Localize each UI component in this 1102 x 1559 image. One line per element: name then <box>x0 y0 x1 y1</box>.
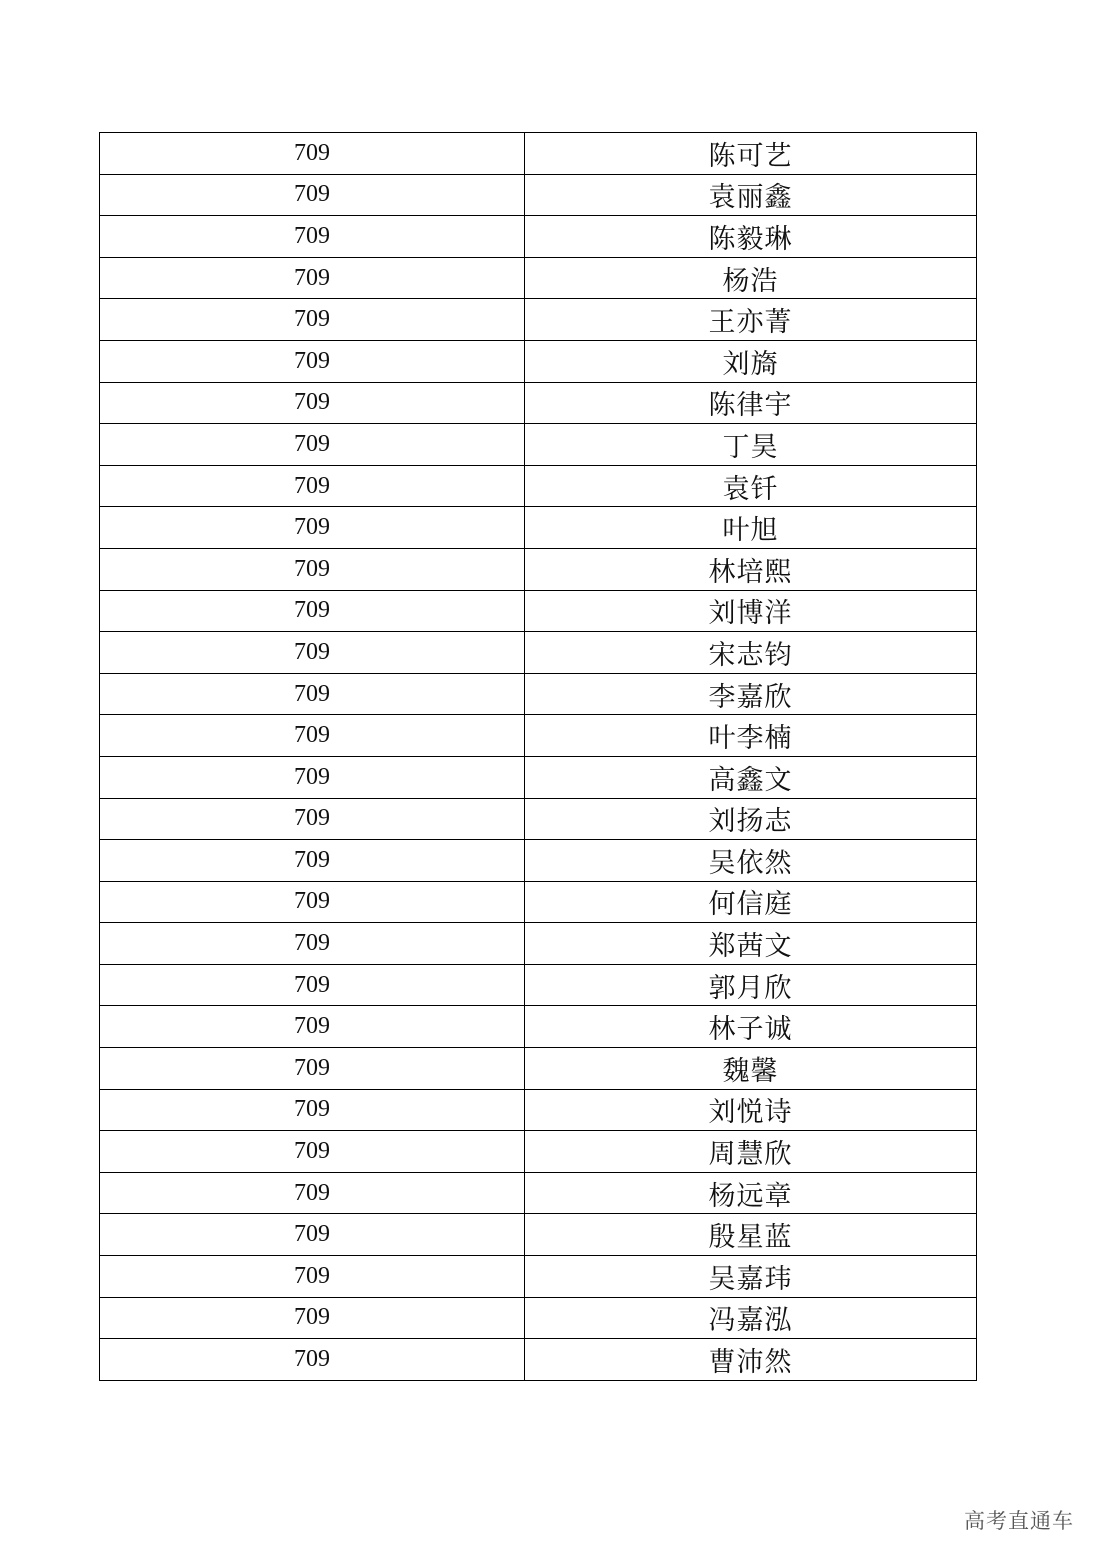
table-row <box>100 133 977 175</box>
table-row <box>100 964 977 1006</box>
score-name-table <box>99 132 977 1381</box>
name-cell: 冯嘉泓 <box>525 1297 977 1339</box>
name-cell: 吴嘉玮 <box>525 1256 977 1298</box>
table-row <box>100 1089 977 1131</box>
table-row <box>100 507 977 549</box>
name-cell: 高鑫文 <box>525 756 977 798</box>
score-cell: 709 <box>100 299 525 341</box>
score-cell: 709 <box>100 507 525 549</box>
name-cell: 李嘉欣 <box>525 673 977 715</box>
name-cell: 殷星蓝 <box>525 1214 977 1256</box>
name-cell: 刘旖 <box>525 340 977 382</box>
table-row <box>100 216 977 258</box>
name-cell: 杨浩 <box>525 257 977 299</box>
table-row <box>100 756 977 798</box>
name-cell: 刘悦诗 <box>525 1089 977 1131</box>
name-cell: 陈毅琳 <box>525 216 977 258</box>
score-cell: 709 <box>100 673 525 715</box>
score-cell: 709 <box>100 1131 525 1173</box>
table-row <box>100 798 977 840</box>
name-cell: 郑茜文 <box>525 923 977 965</box>
score-cell: 709 <box>100 133 525 175</box>
name-cell: 丁昊 <box>525 424 977 466</box>
score-cell: 709 <box>100 1172 525 1214</box>
name-cell: 陈可艺 <box>525 133 977 175</box>
name-cell: 叶旭 <box>525 507 977 549</box>
name-cell: 何信庭 <box>525 881 977 923</box>
score-cell: 709 <box>100 590 525 632</box>
watermark-text: 高考直通车 <box>964 1509 1074 1533</box>
table-row <box>100 465 977 507</box>
score-cell: 709 <box>100 1048 525 1090</box>
name-cell: 宋志钧 <box>525 632 977 674</box>
name-cell: 郭月欣 <box>525 964 977 1006</box>
name-cell: 吴依然 <box>525 840 977 882</box>
score-cell: 709 <box>100 964 525 1006</box>
score-cell: 709 <box>100 1339 525 1381</box>
score-cell: 709 <box>100 756 525 798</box>
table-row <box>100 590 977 632</box>
score-cell: 709 <box>100 382 525 424</box>
name-cell: 刘扬志 <box>525 798 977 840</box>
score-cell: 709 <box>100 632 525 674</box>
name-cell: 袁钎 <box>525 465 977 507</box>
name-cell: 周慧欣 <box>525 1131 977 1173</box>
score-cell: 709 <box>100 1089 525 1131</box>
score-cell: 709 <box>100 424 525 466</box>
name-cell: 叶李楠 <box>525 715 977 757</box>
table-row <box>100 632 977 674</box>
table-row <box>100 424 977 466</box>
table-row <box>100 923 977 965</box>
score-cell: 709 <box>100 1256 525 1298</box>
score-cell: 709 <box>100 715 525 757</box>
table-row <box>100 340 977 382</box>
score-cell: 709 <box>100 257 525 299</box>
score-cell: 709 <box>100 1214 525 1256</box>
score-cell: 709 <box>100 1006 525 1048</box>
score-cell: 709 <box>100 1297 525 1339</box>
score-cell: 709 <box>100 174 525 216</box>
table-row <box>100 548 977 590</box>
table-row <box>100 1172 977 1214</box>
name-cell: 林培熙 <box>525 548 977 590</box>
name-cell: 杨远章 <box>525 1172 977 1214</box>
table-body <box>100 133 977 1381</box>
score-cell: 709 <box>100 881 525 923</box>
score-cell: 709 <box>100 798 525 840</box>
table-row <box>100 840 977 882</box>
score-cell: 709 <box>100 340 525 382</box>
name-cell: 刘博洋 <box>525 590 977 632</box>
table-row <box>100 257 977 299</box>
table-row <box>100 174 977 216</box>
score-cell: 709 <box>100 548 525 590</box>
score-cell: 709 <box>100 923 525 965</box>
table-row <box>100 881 977 923</box>
table-row <box>100 1214 977 1256</box>
table-row <box>100 1006 977 1048</box>
table-row <box>100 1256 977 1298</box>
name-cell: 袁丽鑫 <box>525 174 977 216</box>
table-row <box>100 1048 977 1090</box>
table-row <box>100 673 977 715</box>
table-row <box>100 1131 977 1173</box>
table-row <box>100 299 977 341</box>
table-row <box>100 1339 977 1381</box>
score-cell: 709 <box>100 840 525 882</box>
name-cell: 王亦菁 <box>525 299 977 341</box>
name-cell: 林子诚 <box>525 1006 977 1048</box>
name-cell: 陈律宇 <box>525 382 977 424</box>
table-row <box>100 715 977 757</box>
name-cell: 魏馨 <box>525 1048 977 1090</box>
name-cell: 曹沛然 <box>525 1339 977 1381</box>
table-row <box>100 1297 977 1339</box>
table-row <box>100 382 977 424</box>
score-cell: 709 <box>100 216 525 258</box>
score-cell: 709 <box>100 465 525 507</box>
